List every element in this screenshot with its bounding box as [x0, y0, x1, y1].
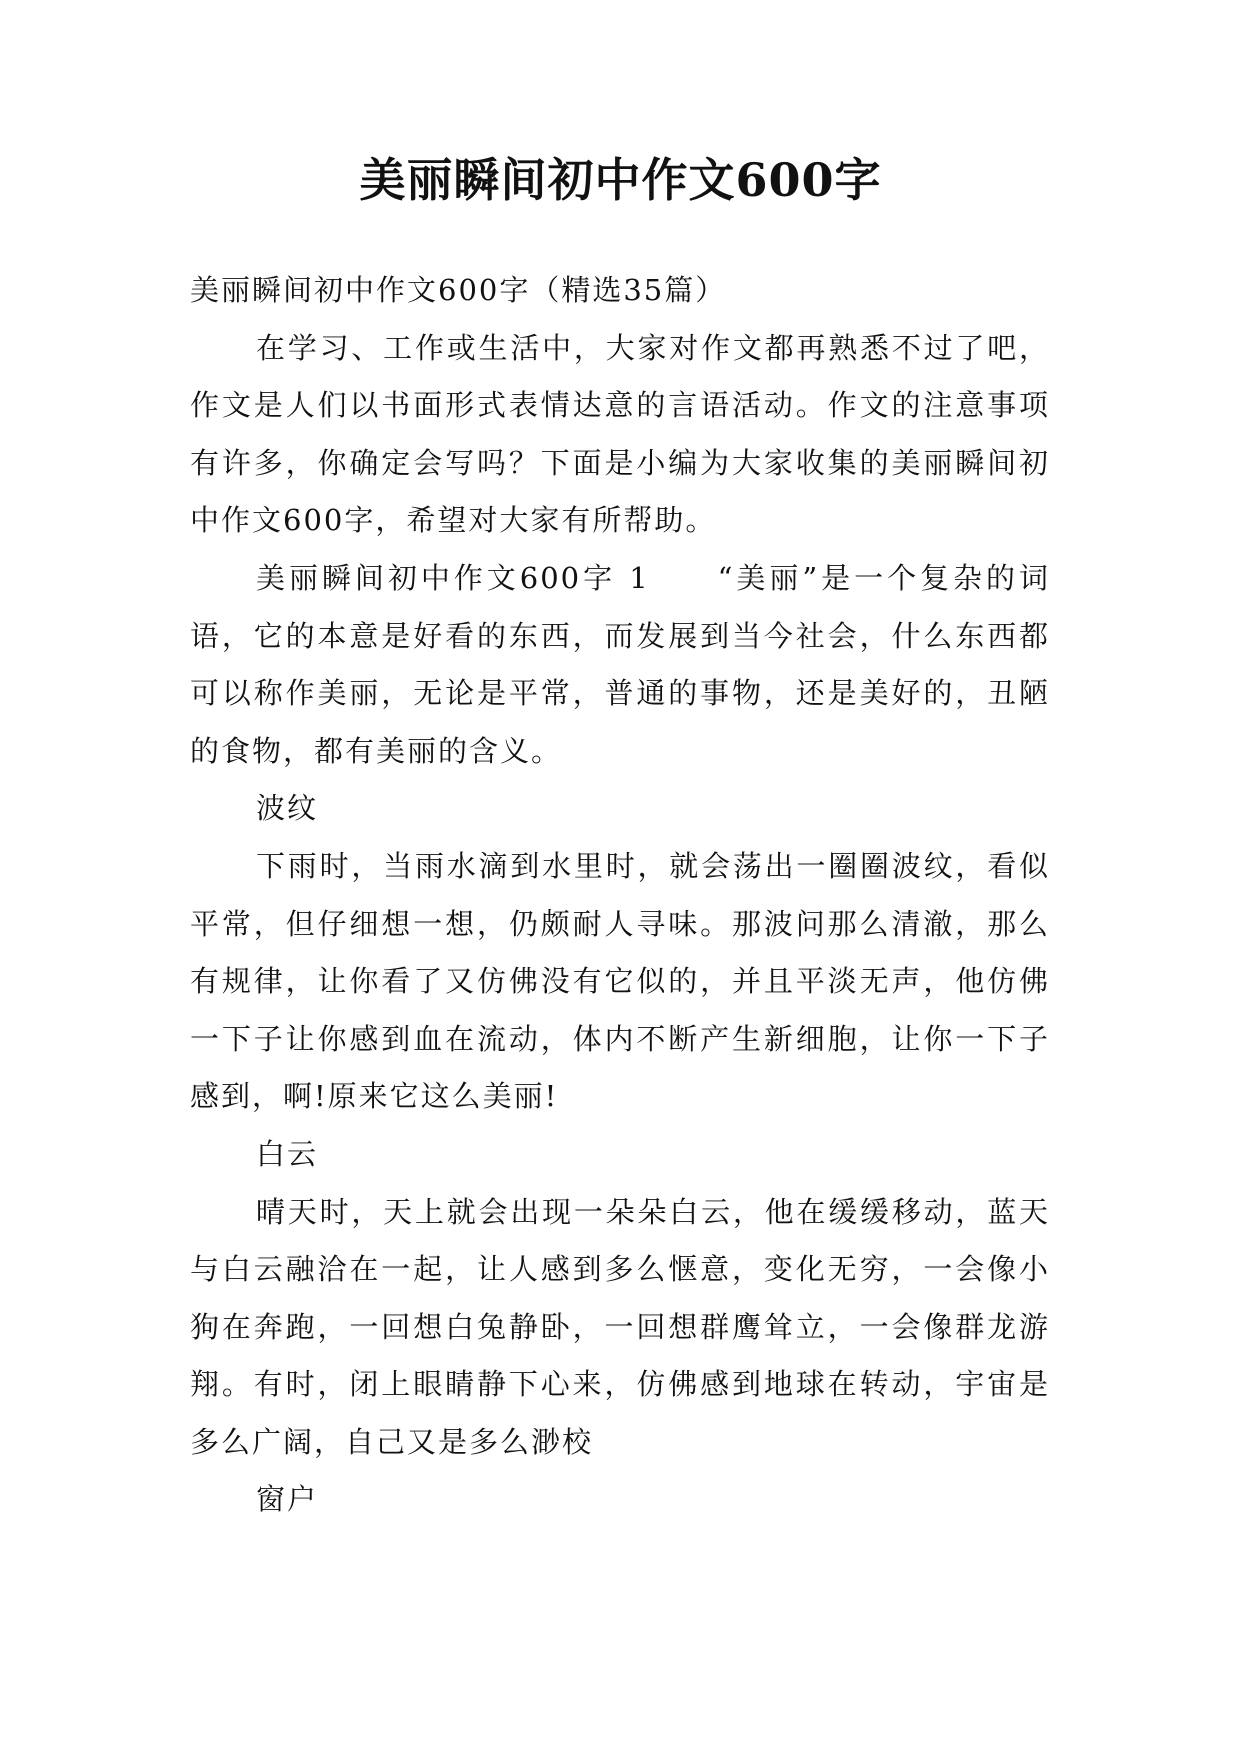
clouds-paragraph: 晴天时，天上就会出现一朵朵白云，他在缓缓移动，蓝天与白云融洽在一起，让人感到多么惬意，变化无穷，一会像小狗在奔跑，一回想白兔静卧，一回想群鹰耸立，一会像群龙游翔。有时，闭上眼睛静下心来，仿佛感到地球在转动，宇宙是多么广阔，自己又是多么渺校 — [190, 1194, 1050, 1459]
intro-paragraph: 在学习、工作或生活中，大家对作文都再熟悉不过了吧，作文是人们以书面形式表情达意的言语活动。作文的注意事项有许多，你确定会写吗？下面是小编为大家收集的美丽瞬间初中作文600字，希望对大家有所帮助。 — [190, 330, 1050, 538]
section-heading-clouds: 白云 — [256, 1136, 319, 1171]
document-title: 美丽瞬间初中作文600字 — [359, 153, 882, 207]
section-heading-ripples: 波纹 — [256, 791, 319, 826]
subtitle-paragraph: 美丽瞬间初中作文600字（精选35篇） — [190, 273, 727, 307]
ripples-paragraph: 下雨时，当雨水滴到水里时，就会荡出一圈圈波纹，看似平常，但仔细想一想，仍颇耐人寻味。那波问那么清澈，那么有规律，让你看了又仿佛没有它似的，并且平淡无声，他仿佛一下子让你感到血在流动，体内不断产生新细胞，让你一下子感到，啊!原来它这么美丽! — [190, 848, 1050, 1114]
section-heading-window: 窗户 — [256, 1482, 319, 1517]
document-body — [190, 262, 1050, 1529]
essay-1-paragraph: 美丽瞬间初中作文600字 1 “美丽”是一个复杂的词语，它的本意是好看的东西，而发展到当今社会，什么东西都可以称作美丽，无论是平常，普通的事物，还是美好的，丑陋的食物，都有美丽的含义。 — [190, 560, 1050, 768]
